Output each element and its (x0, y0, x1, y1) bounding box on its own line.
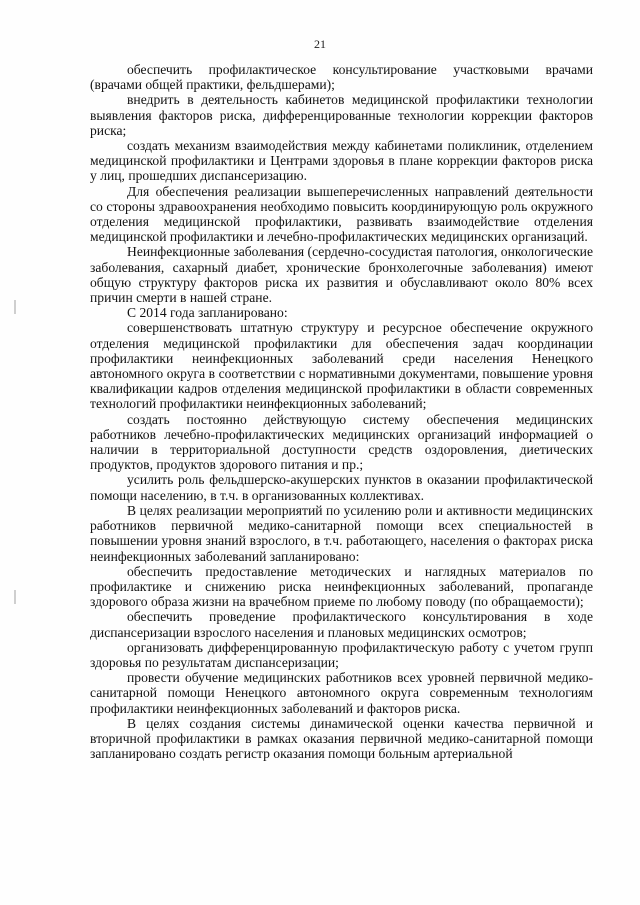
paragraph: Для обеспечения реализации вышеперечисленных направлений деятельности со стороны здравоохранения необходимо повысить координирующую роль окружного отделения медицинской профилактики, развивать взаимодействие отделения медицинской профилактики и лечебно-профилактических медицинских организаций. (90, 183, 593, 245)
paragraph: внедрить в деятельность кабинетов медицинской профилактики технологии выявления факторов риска, дифференцированные технологии коррекции факторов риска; (90, 92, 593, 138)
scan-margin-mark (14, 300, 16, 314)
paragraph: провести обучение медицинских работников всех уровней первичной медико-санитарной помощи Ненецкого автономного округа современным технологиям профилактики неинфекционных заболеваний и факторов риска. (90, 670, 593, 716)
paragraph: Неинфекционные заболевания (сердечно-сосудистая патология, онкологические заболевания, сахарный диабет, хронические бронхолегочные заболевания) имеют общую структуру факторов риска их развития и обуславливают около 80% всех причин смерти в нашей стране. (90, 244, 593, 306)
paragraph: совершенствовать штатную структуру и ресурсное обеспечение окружного отделения медицинской профилактики для обеспечения задач координации профилактики неинфекционных заболеваний среди населения Ненецкого автономного округа в соответствии с нормативными документами, повышение уровня квалификации кадров отделения медицинской профилактики в области современных технологий профилактики неинфекционных заболеваний; (90, 320, 593, 412)
paragraph: обеспечить предоставление методических и наглядных материалов по профилактике и снижению риска неинфекционных заболеваний, пропаганде здорового образа жизни на врачебном приеме по любому поводу (по обращаемости); (90, 563, 593, 610)
paragraph: С 2014 года запланировано: (127, 305, 288, 321)
scan-margin-mark (14, 590, 16, 604)
paragraph: В целях реализации мероприятий по усилению роли и активности медицинских работников первичной медико-санитарной помощи всех специальностей в повышении уровня знаний взрослого, в т.ч. работающего, населения о факторах риска неинфекционных заболеваний запланировано: (90, 502, 593, 564)
paragraph: организовать дифференцированную профилактическую работу с учетом групп здоровья по результатам диспансеризации; (90, 639, 593, 670)
paragraph: усилить роль фельдшерско-акушерских пунктов в оказании профилактической помощи населению, в т.ч. в организованных коллективах. (90, 472, 593, 503)
paragraph: обеспечить профилактическое консультирование участковыми врачами (врачами общей практики, фельдшерами); (90, 62, 593, 93)
document-body (90, 62, 593, 761)
paragraph: обеспечить проведение профилактического консультирования в ходе диспансеризации взрослого населения и плановых медицинских осмотров; (90, 609, 593, 640)
paragraph: В целях создания системы динамической оценки качества первичной и вторичной профилактики в рамках оказания первичной медико-санитарной помощи запланировано создать регистр оказания помощи больным артериальной (90, 715, 593, 762)
paragraph: создать постоянно действующую систему обеспечения медицинских работников лечебно-профилактических медицинских организаций информацией о наличии в территориальной доступности средств оздоровления, диетических продуктов, продуктов здорового питания и пр.; (90, 411, 593, 473)
paragraph: создать механизм взаимодействия между кабинетами поликлиник, отделением медицинской профилактики и Центрами здоровья в плане коррекции факторов риска у лиц, прошедших диспансеризацию. (90, 138, 593, 184)
page-number: 21 (314, 37, 326, 51)
